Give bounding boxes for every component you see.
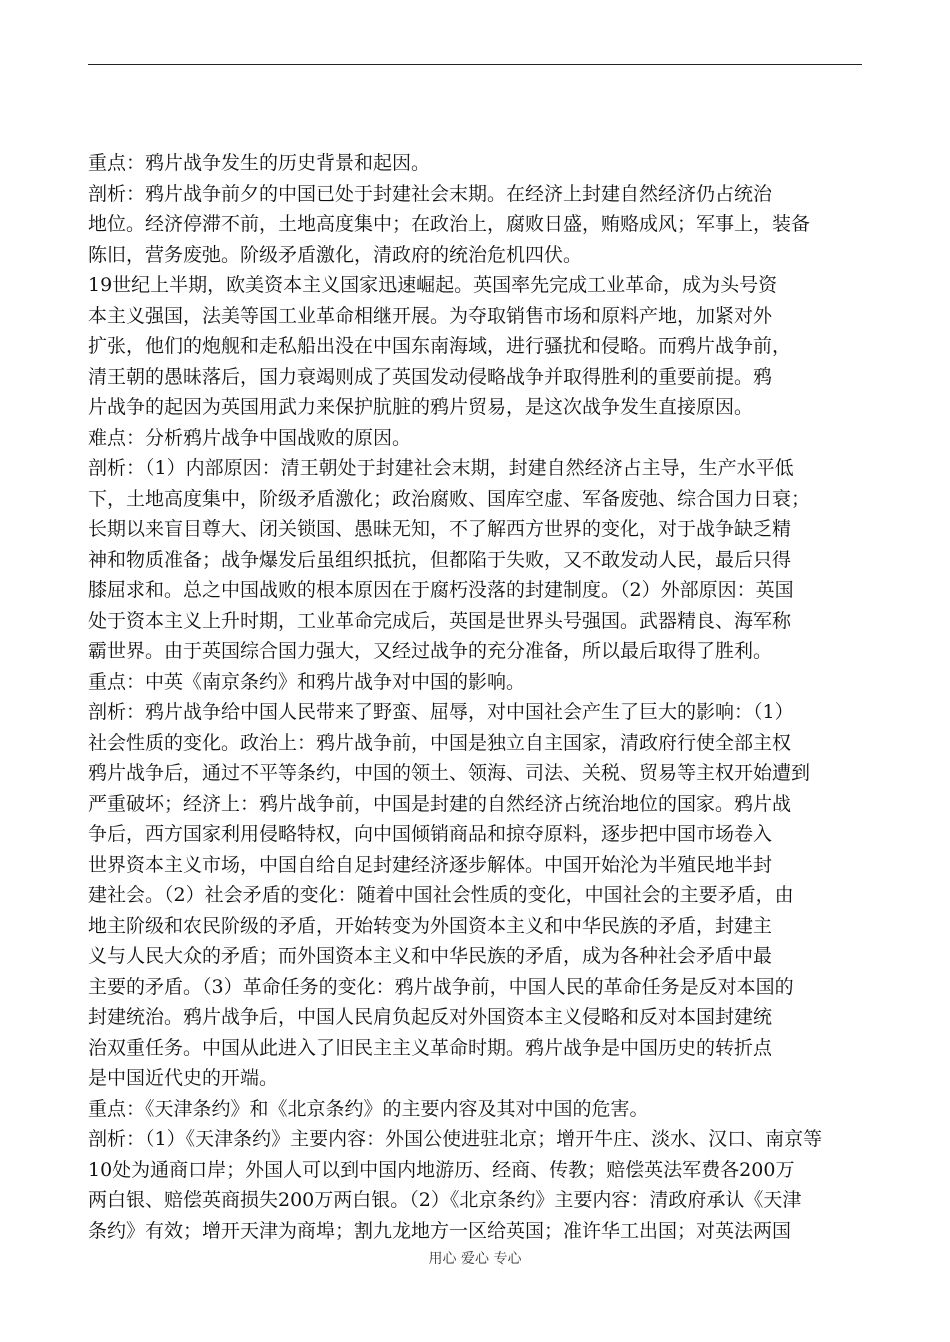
text-line: 严重破坏；经济上：鸦片战争前，中国是封建的自然经济占统治地位的国家。鸦片战 bbox=[88, 792, 792, 815]
text-line: 世界资本主义市场，中国自给自足封建经济逐步解体。中国开始沦为半殖民地半封 bbox=[88, 853, 773, 876]
text-line: 建社会。（2）社会矛盾的变化：随着中国社会性质的变化，中国社会的主要矛盾，由 bbox=[88, 884, 794, 906]
text-line: 剖析：（1）内部原因：清王朝处于封建社会末期，封建自然经济占主导，生产水平低 bbox=[88, 457, 794, 479]
text-line: 条约》有效；增开天津为商埠；割九龙地方一区给英国；准许华工出国；对英法两国 bbox=[88, 1219, 792, 1242]
text-line: 霸世界。由于英国综合国力强大，又经过战争的充分准备，所以最后取得了胜利。 bbox=[88, 640, 773, 662]
text-line: 封建统治。鸦片战争后，中国人民肩负起反对外国资本主义侵略和反对本国封建统 bbox=[88, 1006, 773, 1028]
text-line: 争后，西方国家利用侵略特权，向中国倾销商品和掠夺原料，逐步把中国市场卷入 bbox=[88, 823, 773, 845]
text-line: 剖析：鸦片战争给中国人民带来了野蛮、屈辱，对中国社会产生了巨大的影响：（1） bbox=[88, 701, 794, 723]
text-line: 是中国近代史的开端。 bbox=[88, 1067, 279, 1089]
page-footer: 用心 爱心 专心 bbox=[428, 1251, 522, 1267]
text-line: 陈旧，营务废弛。阶级矛盾激化，清政府的统治危机四伏。 bbox=[88, 243, 583, 266]
text-line: 处于资本主义上升时期，工业革命完成后，英国是世界头号强国。武器精良、海军称 bbox=[88, 609, 792, 632]
text-line: 扩张，他们的炮舰和走私船出没在中国东南海域，进行骚扰和侵略。而鸦片战争前， bbox=[88, 335, 792, 357]
text-line: 治双重任务。中国从此进入了旧民主主义革命时期。鸦片战争是中国历史的转折点 bbox=[88, 1036, 773, 1059]
text-line: 膝屈求和。总之中国战败的根本原因在于腐朽没落的封建制度。（2）外部原因：英国 bbox=[88, 579, 794, 601]
text-line: 重点：《天津条约》和《北京条约》的主要内容及其对中国的危害。 bbox=[88, 1097, 649, 1120]
text-line: 剖析：（1）《天津条约》主要内容：外国公使进驻北京；增开牛庄、淡水、汉口、南京等 bbox=[88, 1128, 823, 1150]
text-line: 义与人民大众的矛盾；而外国资本主义和中华民族的矛盾，成为各种社会矛盾中最 bbox=[88, 945, 773, 967]
text-line: 长期以来盲目尊大、闭关锁国、愚昧无知，不了解西方世界的变化，对于战争缺乏精 bbox=[88, 518, 792, 540]
text-line: 19世纪上半期，欧美资本主义国家迅速崛起。英国率先完成工业革命，成为头号资 bbox=[88, 274, 778, 296]
text-line: 鸦片战争后，通过不平等条约，中国的领土、领海、司法、关税、贸易等主权开始遭到 bbox=[88, 762, 811, 784]
text-line: 社会性质的变化。政治上：鸦片战争前，中国是独立自主国家，清政府行使全部主权 bbox=[88, 731, 792, 754]
text-line: 难点：分析鸦片战争中国战败的原因。 bbox=[88, 426, 412, 449]
text-line: 重点：中英《南京条约》和鸦片战争对中国的影响。 bbox=[88, 670, 526, 693]
text-line: 10处为通商口岸；外国人可以到中国内地游历、经商、传教；赔偿英法军费各200万 bbox=[88, 1158, 795, 1181]
text-line: 主要的矛盾。（3）革命任务的变化：鸦片战争前，中国人民的革命任务是反对本国的 bbox=[88, 975, 794, 998]
text-line: 神和物质准备；战争爆发后虽组织抵抗，但都陷于失败，又不敢发动人民，最后只得 bbox=[88, 548, 792, 571]
text-line: 下，土地高度集中，阶级矛盾激化；政治腐败、国库空虚、军备废弛、综合国力日衰； bbox=[88, 487, 811, 510]
text-line: 本主义强国，法美等国工业革命相继开展。为夺取销售市场和原料产地，加紧对外 bbox=[88, 304, 773, 327]
text-line: 重点：鸦片战争发生的历史背景和起因。 bbox=[88, 152, 431, 174]
text-line: 剖析：鸦片战争前夕的中国已处于封建社会末期。在经济上封建自然经济仍占统治 bbox=[88, 182, 773, 205]
text-line: 清王朝的愚昧落后，国力衰竭则成了英国发动侵略战争并取得胜利的重要前提。鸦 bbox=[88, 365, 773, 388]
text-line: 地位。经济停滞不前，土地高度集中；在政治上，腐败日盛，贿赂成风；军事上，装备 bbox=[88, 213, 811, 235]
document-body bbox=[88, 148, 863, 1246]
text-line: 地主阶级和农民阶级的矛盾，开始转变为外国资本主义和中华民族的矛盾，封建主 bbox=[88, 914, 773, 937]
text-line: 两白银、赔偿英商损失200万两白银。（2）《北京条约》主要内容：清政府承认《天津 bbox=[88, 1189, 802, 1211]
text-line: 片战争的起因为英国用武力来保护肮脏的鸦片贸易，是这次战争发生直接原因。 bbox=[88, 396, 754, 418]
header-rule bbox=[88, 64, 862, 65]
